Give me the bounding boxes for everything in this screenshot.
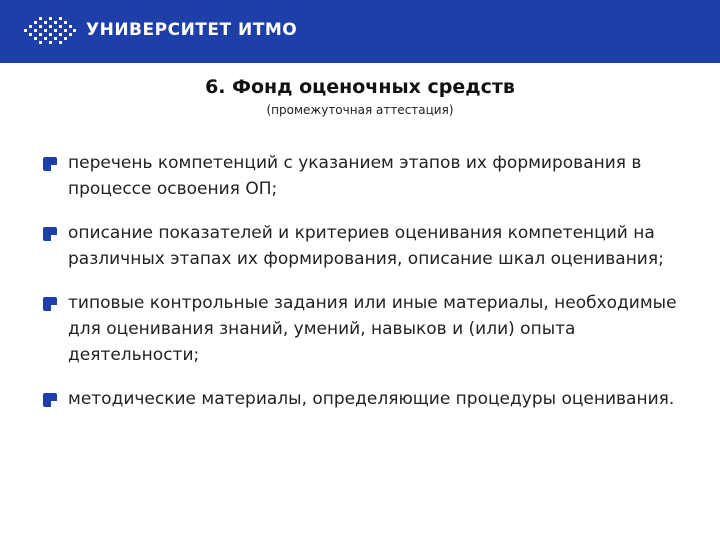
- bullet-list: [42, 150, 702, 430]
- list-item: [42, 220, 702, 272]
- list-item-text: типовые контрольные задания или иные материалы, необходимые для оценивания знаний, умений, навыков и (или) опыта деятельности;: [68, 293, 677, 365]
- header-bar: [0, 0, 720, 63]
- list-item-text: перечень компетенций с указанием этапов их формирования в процессе освоения ОП;: [68, 153, 642, 199]
- slide-subtitle: (промежуточная аттестация): [266, 103, 454, 117]
- checkbox-bullet-icon: [42, 156, 58, 172]
- checkbox-bullet-icon: [42, 226, 58, 242]
- list-item-text: описание показателей и критериев оценивания компетенций на различных этапах их формирования, описание шкал оценивания;: [68, 223, 664, 269]
- list-item: [42, 150, 702, 202]
- brand-name: УНИВЕРСИТЕТ ИТМО: [86, 20, 298, 40]
- checkbox-bullet-icon: [42, 296, 58, 312]
- list-item: [42, 386, 702, 412]
- slide-title: 6. Фонд оценочных средств: [205, 76, 515, 98]
- list-item: [42, 290, 702, 368]
- list-item-text: методические материалы, определяющие процедуры оценивания.: [68, 389, 675, 409]
- checkbox-bullet-icon: [42, 392, 58, 408]
- itmo-logo-icon: [24, 17, 76, 47]
